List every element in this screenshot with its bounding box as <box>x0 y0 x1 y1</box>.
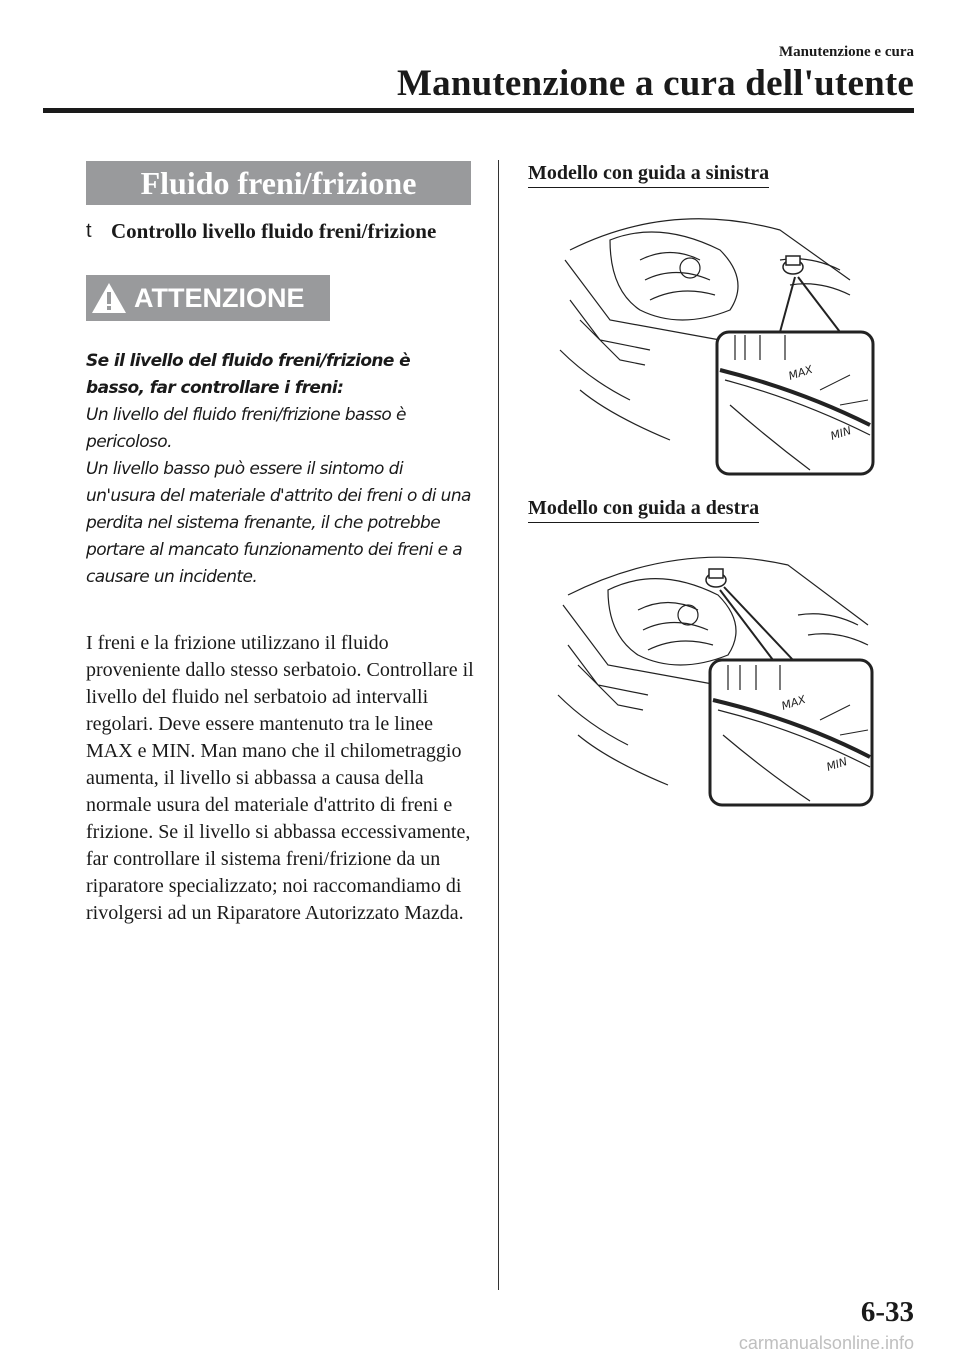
max-mark-label: MAX <box>779 692 808 713</box>
body-paragraph: I freni e la frizione utilizzano il fluido proveniente dallo stesso serbatoio. Controllare il livello del fluido nel serbatoio ad intervalli regolari. Deve essere mantenuto tra le linee MAX e MIN. Man mano che il chilometraggio aumenta, il livello si abbassa a causa della normale usura del materiale d'attrito di freni e frizione. Se il livello si abbassa eccessivamente, far controllare il sistema freni/frizione da un riparatore specializzato; noi raccomandiamo di rivolgersi ad un Riparatore Autorizzato Mazda. <box>86 632 474 924</box>
max-mark-label: MAX <box>786 362 815 383</box>
min-mark-label: MIN <box>828 424 853 443</box>
warning-label: ATTENZIONE <box>134 282 305 313</box>
engine-bay-illustration-lhd <box>550 200 875 480</box>
header-rule <box>43 108 914 113</box>
reservoir-cap-icon <box>706 569 726 587</box>
warning-triangle-icon <box>90 281 128 315</box>
figure-caption-lhd: Modello con guida a sinistra <box>528 162 769 188</box>
reservoir-detail-inset <box>710 660 872 805</box>
bullet-marker: t <box>86 220 92 242</box>
reservoir-cap-icon <box>783 256 803 274</box>
section-title-text: Fluido freni/frizione <box>140 164 417 201</box>
min-mark-label: MIN <box>824 755 849 774</box>
column-divider <box>498 160 499 1290</box>
running-header-chapter: Manutenzione a cura dell'utente <box>397 63 914 104</box>
section-title <box>86 161 471 205</box>
reservoir-detail-inset <box>717 332 873 474</box>
warning-badge <box>86 275 330 321</box>
warning-lead-text: Se il livello del fluido freni/frizione è basso, far controllare i freni: <box>86 351 411 398</box>
subheading: Controllo livello fluido freni/frizione <box>111 219 437 243</box>
page-number: 6-33 <box>860 1296 914 1328</box>
engine-bay-illustration-rhd <box>548 535 878 810</box>
warning-body-text: Un livello del fluido freni/frizione basso è pericoloso. Un livello basso può essere il sintomo di un'usura del materiale d'attrito dei freni o di una perdita nel sistema frenante, il che potrebbe portare al mancato funzionamento dei freni e a causare un incidente. <box>86 405 471 587</box>
running-header-section: Manutenzione e cura <box>779 44 914 60</box>
figure-caption-rhd: Modello con guida a destra <box>528 497 759 523</box>
watermark-text: carmanualsonline.info <box>738 1333 914 1353</box>
